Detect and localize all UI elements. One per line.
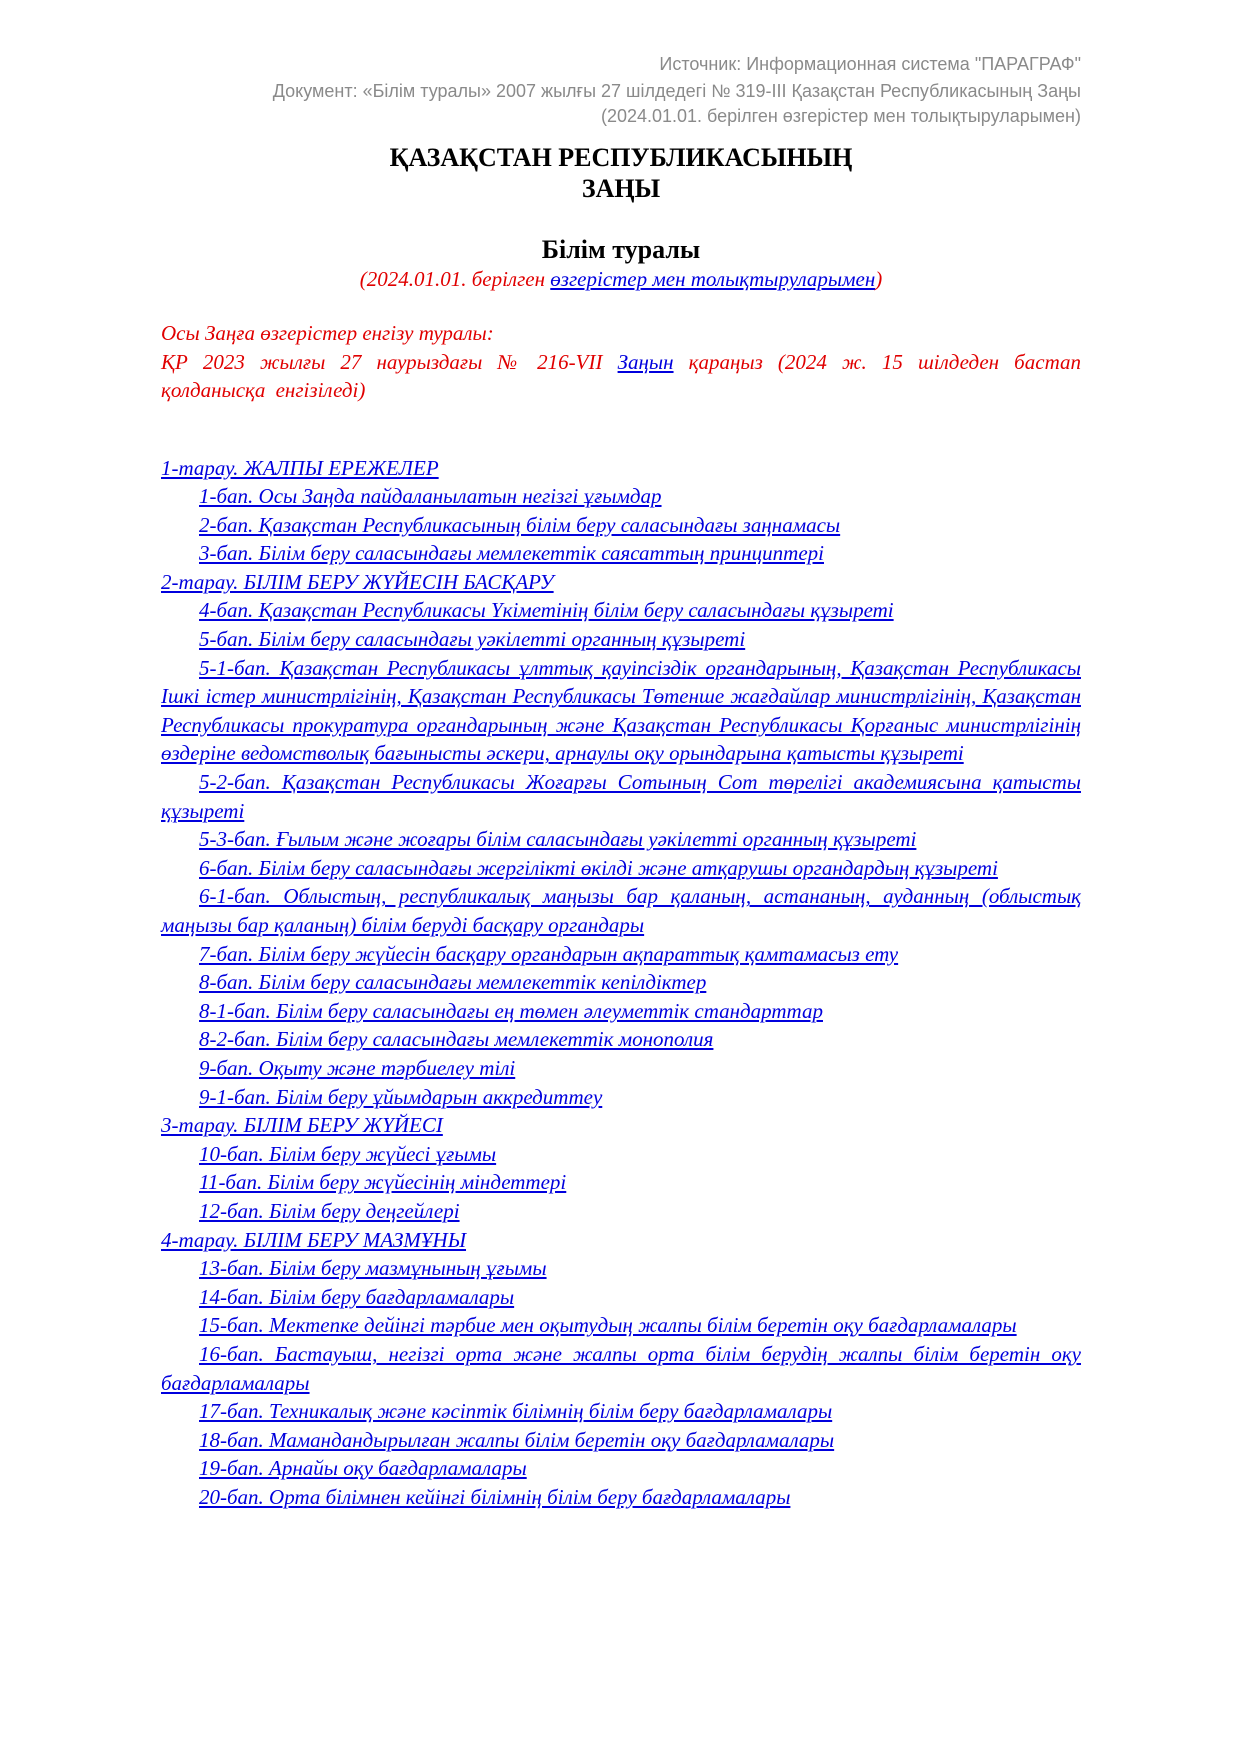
toc-item xyxy=(161,1397,1081,1426)
toc-item xyxy=(161,997,1081,1026)
toc-link[interactable]: 2-тарау. БІЛІМ БЕРУ ЖҮЙЕСІН БАСҚАРУ xyxy=(161,569,554,594)
toc-link[interactable]: 5-бап. Білім беру саласындағы уәкілетті органның құзыреті xyxy=(199,627,746,652)
toc-item xyxy=(161,1197,1081,1226)
toc-link[interactable]: 5-3-бап. Ғылым және жоғары білім саласындағы уәкілетті органның құзыреті xyxy=(199,827,917,852)
toc-item xyxy=(161,539,1081,568)
revision-line xyxy=(161,265,1081,294)
toc-item xyxy=(161,568,1081,597)
toc-item xyxy=(161,1254,1081,1283)
law-title-line-2: ЗАҢЫ xyxy=(581,174,661,203)
amendment-note-part1: ҚР 2023 жылғы 27 наурыздағы № 216-VII xyxy=(161,349,618,374)
toc-item xyxy=(161,1168,1081,1197)
toc-item xyxy=(161,1025,1081,1054)
toc-item xyxy=(161,854,1081,883)
amendment-note-heading: Осы Заңға өзгерістер енгізу туралы: xyxy=(161,321,494,345)
toc-item xyxy=(161,1111,1081,1140)
law-subtitle: Білім туралы xyxy=(541,235,701,264)
toc-link[interactable]: 12-бап. Білім беру деңгейлері xyxy=(199,1198,460,1223)
toc-link[interactable]: 8-бап. Білім беру саласындағы мемлекеттік кепілдіктер xyxy=(199,970,707,995)
law-title-line-1: ҚАЗАҚСТАН РЕСПУБЛИКАСЫНЫҢ xyxy=(389,143,853,172)
revision-suffix: ) xyxy=(875,267,883,291)
toc-item xyxy=(161,625,1081,654)
toc-link[interactable]: 3-бап. Білім беру саласындағы мемлекеттік саясаттың принциптері xyxy=(199,541,824,566)
toc-item xyxy=(161,1083,1081,1112)
revision-link[interactable]: өзгерістер мен толықтыруларымен xyxy=(550,267,876,291)
toc-item xyxy=(161,882,1081,939)
toc-item xyxy=(161,1054,1081,1083)
toc-link[interactable]: 3-тарау. БІЛІМ БЕРУ ЖҮЙЕСІ xyxy=(161,1113,443,1138)
toc-item xyxy=(161,1226,1081,1255)
toc-link[interactable]: 5-2-бап. Қазақстан Республикасы Жоғарғы Сотының Сот төрелігі академиясына қатысты құзыреті xyxy=(161,770,1081,823)
law-title xyxy=(161,142,1081,204)
toc-item xyxy=(161,1283,1081,1312)
toc-item xyxy=(161,654,1081,768)
toc-item xyxy=(161,1454,1081,1483)
toc-link[interactable]: 20-бап. Орта білімнен кейінгі білімнің білім беру бағдарламалары xyxy=(199,1484,791,1509)
toc-link[interactable]: 10-бап. Білім беру жүйесі ұғымы xyxy=(199,1141,497,1166)
toc-link[interactable]: 14-бап. Білім беру бағдарламалары xyxy=(199,1284,515,1309)
toc-item xyxy=(161,768,1081,825)
revision-prefix: (2024.01.01. берілген xyxy=(359,267,551,291)
amendment-note-body xyxy=(161,348,1081,405)
toc-link[interactable]: 6-1-бап. Облыстың, республикалық маңызы бар қаланың, астананың, ауданның (облыстық маңызы бар қаланың) білім беруді басқару органдары xyxy=(161,884,1081,937)
toc-link[interactable]: 17-бап. Техникалық және кәсіптік білімнің білім беру бағдарламалары xyxy=(199,1399,833,1424)
document-header xyxy=(161,52,1081,129)
toc-link[interactable]: 9-1-бап. Білім беру ұйымдарын аккредиттеу xyxy=(199,1084,603,1109)
toc-item xyxy=(161,511,1081,540)
toc-item xyxy=(161,596,1081,625)
toc-link[interactable]: 16-бап. Бастауыш, негізгі орта және жалпы орта білім берудің жалпы білім беретін оқу бағдарламалары xyxy=(161,1341,1081,1395)
document-info-line xyxy=(161,79,1081,129)
toc-link[interactable]: 2-бап. Қазақстан Республикасының білім беру саласындағы заңнамасы xyxy=(199,512,841,537)
toc-link[interactable]: 11-бап. Білім беру жүйесінің міндеттері xyxy=(199,1170,567,1195)
toc-item xyxy=(161,1340,1081,1397)
toc-link[interactable]: 9-бап. Оқыту және тәрбиелеу тілі xyxy=(199,1055,516,1080)
toc-link[interactable]: 6-бап. Білім беру саласындағы жергілікті өкілді және атқарушы органдардың құзыреті xyxy=(199,855,998,880)
amendment-law-link[interactable]: Заңын xyxy=(617,349,674,374)
toc-link[interactable]: 4-тарау. БІЛІМ БЕРУ МАЗМҰНЫ xyxy=(161,1227,467,1252)
toc-item xyxy=(161,454,1081,483)
toc-item xyxy=(161,940,1081,969)
source-line: Источник: Информационная система "ПАРАГРАФ" xyxy=(659,54,1081,74)
toc-link[interactable]: 8-1-бап. Білім беру саласындағы ең төмен әлеуметтік стандарттар xyxy=(199,998,823,1023)
document-info-line-1: Документ: «Білім туралы» 2007 жылғы 27 шілдедегі № 319-III Қазақстан Республикасының Заңы xyxy=(272,81,1081,101)
toc-link[interactable]: 18-бап. Мамандандырылған жалпы білім беретін оқу бағдарламалары xyxy=(199,1427,835,1452)
toc-link[interactable]: 8-2-бап. Білім беру саласындағы мемлекеттік монополия xyxy=(199,1027,714,1052)
toc-link[interactable]: 1-бап. Осы Заңда пайдаланылатын негізгі ұғымдар xyxy=(199,484,662,509)
toc-item xyxy=(161,1483,1081,1512)
toc-link[interactable]: 4-бап. Қазақстан Республикасы Үкіметінің білім беру саласындағы құзыреті xyxy=(199,598,894,623)
amendment-note-part2: қараңыз (2024 ж. 15 шілдеден бастап қолданысқа енгізіледі) xyxy=(161,349,1081,402)
toc-item xyxy=(161,825,1081,854)
table-of-contents xyxy=(161,454,1081,1512)
toc-link[interactable]: 1-тарау. ЖАЛПЫ ЕРЕЖЕЛЕР xyxy=(161,455,439,480)
toc-item xyxy=(161,482,1081,511)
toc-link[interactable]: 13-бап. Білім беру мазмұнының ұғымы xyxy=(199,1256,547,1281)
toc-link[interactable]: 5-1-бап. Қазақстан Республикасы ұлттық қауіпсіздік органдарының, Қазақстан Республикасы Ішкі істер министрлігінің, Қазақстан Республикасы Төтенше жағдайлар министрлігінің, Қазақстан Республикасы прокуратура органдарының және Қазақстан Республикасы Қорғаныс министрлігінің өздеріне ведомстволық бағынысты әскери, арнаулы оқу орындарына қатысты құзыреті xyxy=(161,655,1081,766)
toc-link[interactable]: 19-бап. Арнайы оқу бағдарламалары xyxy=(199,1456,527,1481)
toc-item xyxy=(161,1311,1081,1340)
toc-link[interactable]: 15-бап. Мектепке дейінгі тәрбие мен оқытудың жалпы білім беретін оқу бағдарламалары xyxy=(199,1313,1017,1338)
toc-link[interactable]: 7-бап. Білім беру жүйесін басқару органдарын ақпараттық қамтамасыз ету xyxy=(199,941,899,966)
toc-item xyxy=(161,1426,1081,1455)
toc-item xyxy=(161,1140,1081,1169)
document-info-line-2: (2024.01.01. берілген өзгерістер мен толықтыруларымен) xyxy=(600,106,1081,126)
toc-item xyxy=(161,968,1081,997)
amendment-note xyxy=(161,319,1081,405)
